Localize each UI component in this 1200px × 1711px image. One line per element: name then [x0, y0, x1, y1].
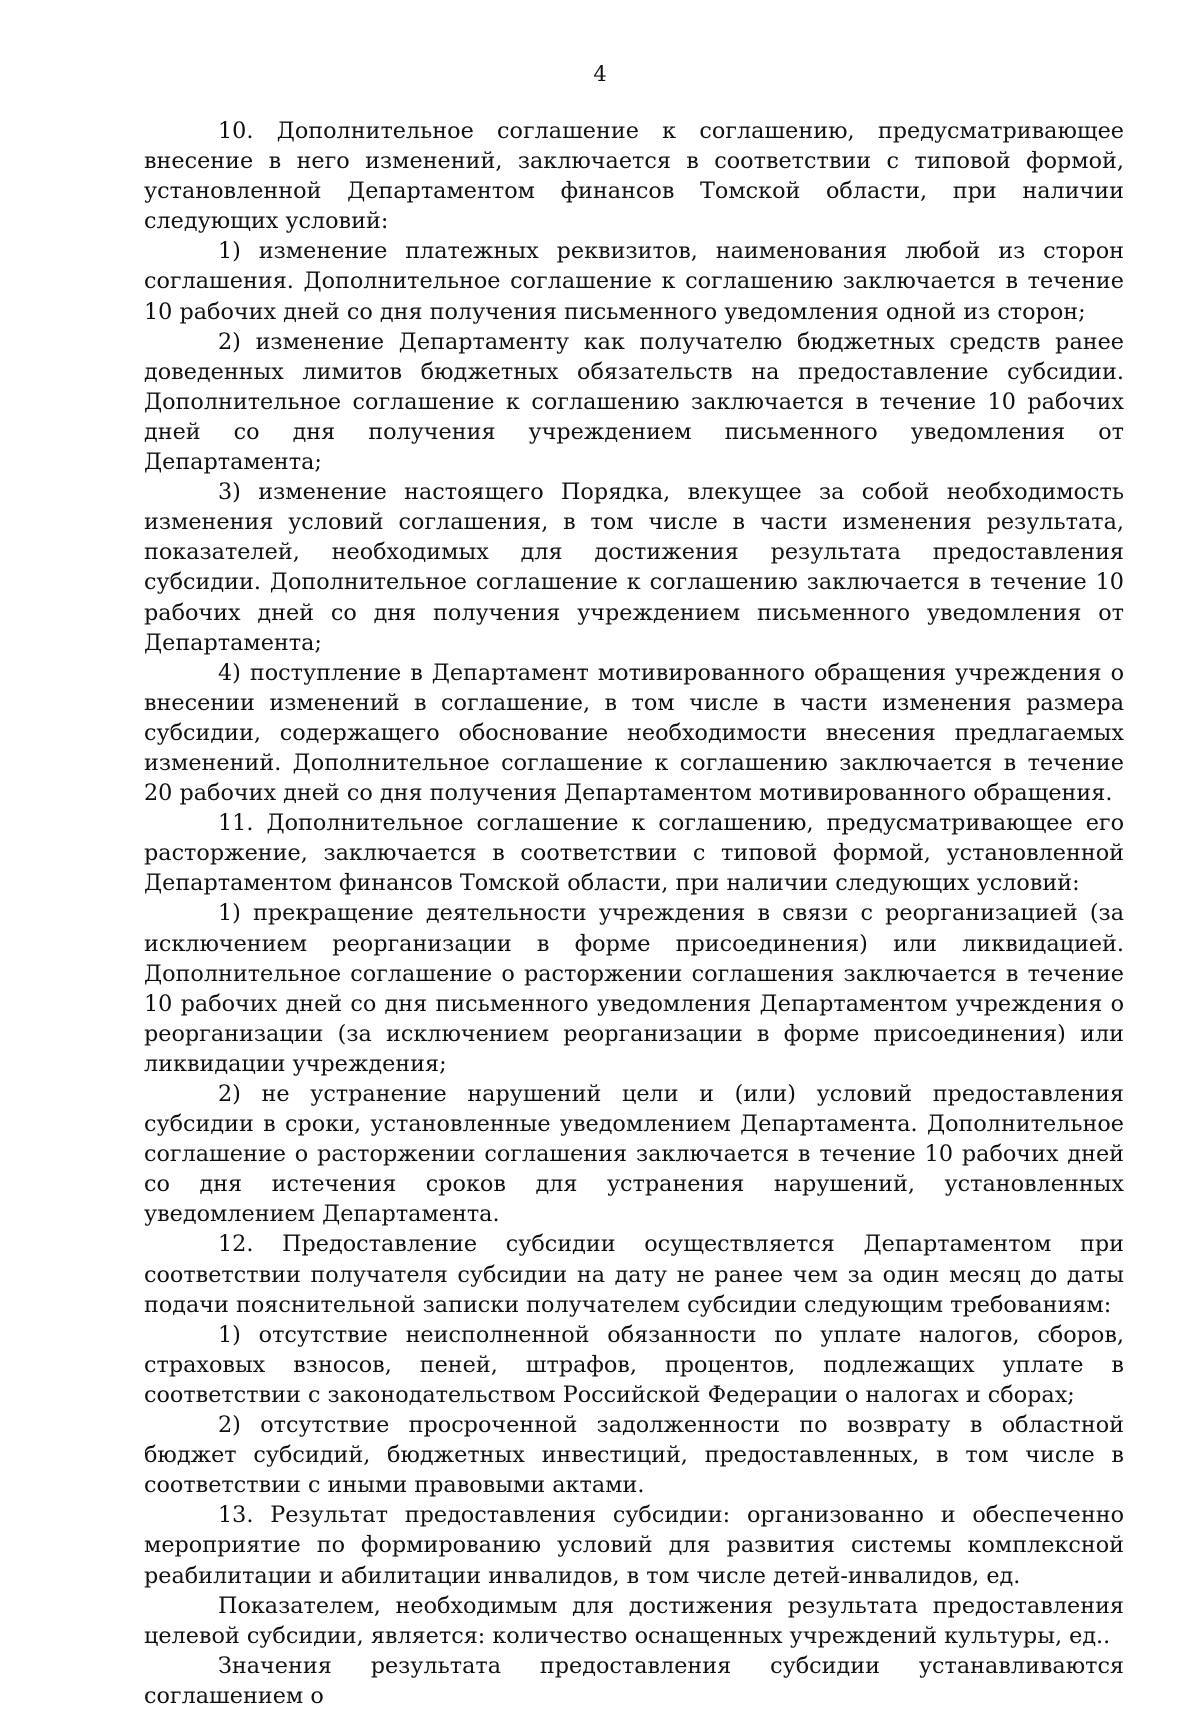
paragraph-result-values: Значения результата предоставления субсидии устанавливаются соглашением о: [144, 1652, 1124, 1709]
paragraph-13: 13. Результат предоставления субсидии: организованно и обеспеченно мероприятие по формированию условий для развития системы комплексной реабилитации и абилитации инвалидов, в том числе детей-инвалидов, ед.: [144, 1502, 1124, 1589]
paragraph-11-item-1: 1) прекращение деятельности учреждения в связи с реорганизацией (за исключением реорганизации в форме присоединения) или ликвидацией. Дополнительное соглашение о расторжении соглашения заключается в течение 10 рабочих дней со дня письменного уведомления Департаментом учреждения о реорганизации (за исключением реорганизации в форме присоединения) или ликвидации учреждения;: [144, 900, 1124, 1077]
document-body: [144, 116, 1124, 1711]
paragraph-10-item-3: 3) изменение настоящего Порядка, влекущее за собой необходимость изменения условий соглашения, в том числе в части изменения результата, показателей, необходимых для достижения результата предоставления субсидии. Дополнительное соглашение к соглашению заключается в течение 10 рабочих дней со дня получения учреждением письменного уведомления от Департамента;: [144, 479, 1124, 656]
paragraph-10-item-1: 1) изменение платежных реквизитов, наименования любой из сторон соглашения. Дополнительное соглашение к соглашению заключается в течение 10 рабочих дней со дня получения письменного уведомления одной из сторон;: [144, 238, 1124, 325]
paragraph-10-item-2: 2) изменение Департаменту как получателю бюджетных средств ранее доведенных лимитов бюджетных обязательств на предоставление субсидии. Дополнительное соглашение к соглашению заключается в течение 10 рабочих дней со дня получения учреждением письменного уведомления от Департамента;: [144, 328, 1124, 476]
paragraph-indicator: Показателем, необходимым для достижения результата предоставления целевой субсидии, является: количество оснащенных учреждений культуры, ед..: [144, 1592, 1124, 1649]
paragraph-10-item-4: 4) поступление в Департамент мотивированного обращения учреждения о внесении изменений в соглашение, в том числе в части изменения размера субсидии, содержащего обоснование необходимости внесения предлагаемых изменений. Дополнительное соглашение к соглашению заключается в течение 20 рабочих дней со дня получения Департаментом мотивированного обращения.: [144, 659, 1124, 807]
paragraph-11-item-2: 2) не устранение нарушений цели и (или) условий предоставления субсидии в сроки, установленные уведомлением Департамента. Дополнительное соглашение о расторжении соглашения заключается в течение 10 рабочих дней со дня истечения сроков для устранения нарушений, установленных уведомлением Департамента.: [144, 1081, 1124, 1228]
paragraph-12-item-2: 2) отсутствие просроченной задолженности по возврату в областной бюджет субсидий, бюджетных инвестиций, предоставленных, в том числе в соответствии с иными правовыми актами.: [144, 1412, 1124, 1499]
paragraph-12: 12. Предоставление субсидии осуществляется Департаментом при соответствии получателя субсидии на дату не ранее чем за один месяц до даты подачи пояснительной записки получателем субсидии следующим требованиям:: [144, 1231, 1124, 1318]
paragraph-11: 11. Дополнительное соглашение к соглашению, предусматривающее его расторжение, заключается в соответствии с типовой формой, установленной Департаментом финансов Томской области, при наличии следующих условий:: [144, 810, 1124, 897]
paragraph-12-item-1: 1) отсутствие неисполненной обязанности по уплате налогов, сборов, страховых взносов, пеней, штрафов, процентов, подлежащих уплате в соответствии с законодательством Российской Федерации о налогах и сборах;: [144, 1321, 1124, 1408]
page-number: 4: [593, 62, 607, 86]
paragraph-10: 10. Дополнительное соглашение к соглашению, предусматривающее внесение в него изменений, заключается в соответствии с типовой формой, установленной Департаментом финансов Томской области, при наличии следующих условий:: [144, 118, 1124, 235]
